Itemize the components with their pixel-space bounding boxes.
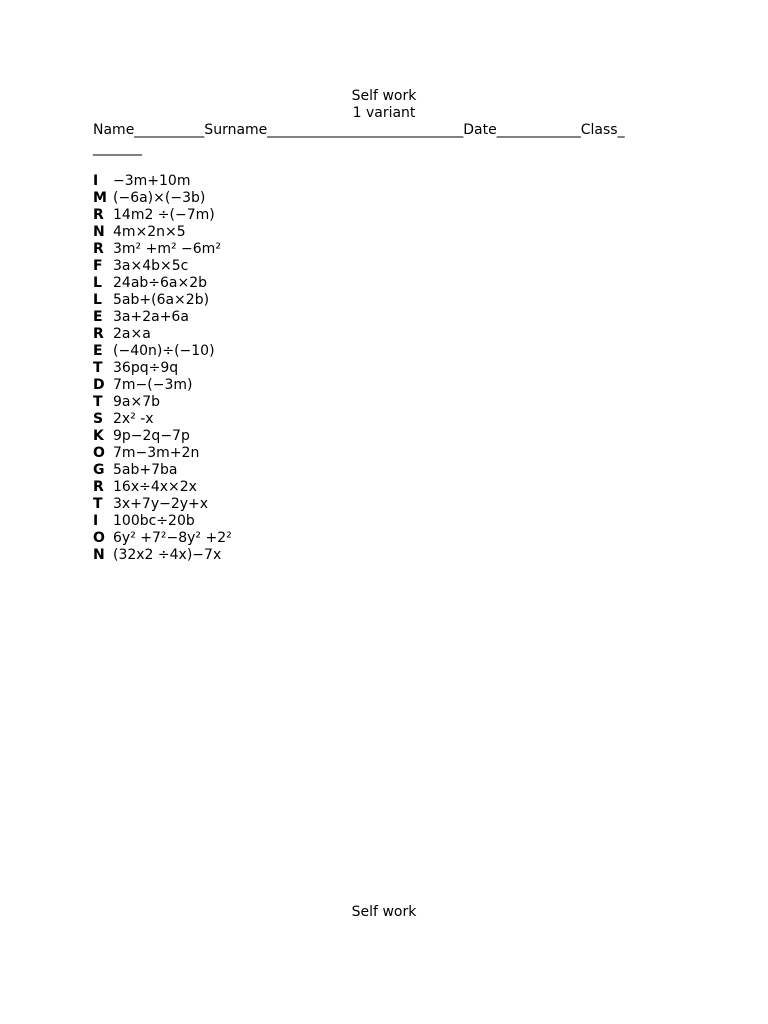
task-expression: 100bc÷20b (113, 513, 195, 529)
task-item (93, 496, 232, 513)
task-item (93, 224, 232, 241)
task-item (93, 479, 232, 496)
task-item (93, 462, 232, 479)
task-letter: D (93, 377, 105, 393)
document-title: Self work (351, 88, 417, 104)
task-item (93, 377, 232, 394)
document-subtitle: 1 variant (352, 105, 416, 121)
task-item (93, 343, 232, 360)
task-expression: 5ab+(6a×2b) (113, 292, 210, 308)
task-item (93, 258, 232, 275)
task-expression: −3m+10m (113, 173, 191, 189)
task-expression: 36pq÷9q (113, 360, 179, 376)
task-expression: 24ab÷6a×2b (113, 275, 208, 291)
task-letter: R (93, 207, 104, 223)
task-expression: 3x+7y−2y+x (113, 496, 209, 512)
task-expression: 16x÷4x×2x (113, 479, 197, 495)
task-item (93, 275, 232, 292)
task-expression: (32x2 ÷4x)−7x (113, 547, 222, 563)
task-item (93, 173, 232, 190)
task-item (93, 428, 232, 445)
task-letter: F (93, 258, 103, 274)
task-letter: S (93, 411, 104, 427)
task-expression: 9p−2q−7p (113, 428, 190, 444)
task-letter: M (93, 190, 107, 206)
task-item (93, 241, 232, 258)
task-letter: K (93, 428, 104, 444)
next-page-title: Self work (351, 904, 417, 920)
task-letter: O (93, 445, 105, 461)
task-item (93, 326, 232, 343)
task-expression: (−40n)÷(−10) (113, 343, 215, 359)
task-expression: 4m×2n×5 (113, 224, 186, 240)
task-expression: 14m2 ÷(−7m) (113, 207, 215, 223)
student-info-line-continued: _______ (93, 140, 142, 156)
task-letter: T (93, 496, 103, 512)
task-letter: I (93, 513, 99, 529)
task-letter: L (93, 275, 102, 291)
task-letter: N (93, 224, 105, 240)
task-item (93, 207, 232, 224)
task-letter: G (93, 462, 105, 478)
task-item (93, 445, 232, 462)
task-item (93, 309, 232, 326)
student-info-line: Name__________Surname____________________________Date____________Class_ (93, 122, 625, 138)
task-item (93, 547, 232, 564)
task-item (93, 411, 232, 428)
task-letter: E (93, 343, 103, 359)
task-letter: T (93, 394, 103, 410)
task-expression: (−6a)×(−3b) (113, 190, 206, 206)
task-item (93, 394, 232, 411)
task-item (93, 513, 232, 530)
task-expression: 2x² -x (113, 411, 154, 427)
task-item (93, 190, 232, 207)
task-letter: E (93, 309, 103, 325)
task-expression: 3m² +m² −6m² (113, 241, 221, 257)
task-expression: 6y² +7²−8y² +2² (113, 530, 232, 546)
task-expression: 3a+2a+6a (113, 309, 189, 325)
task-item (93, 292, 232, 309)
task-letter: R (93, 326, 104, 342)
task-expression: 7m−(−3m) (113, 377, 193, 393)
task-letter: O (93, 530, 105, 546)
task-item (93, 360, 232, 377)
task-letter: L (93, 292, 102, 308)
task-list (93, 173, 232, 564)
task-expression: 3a×4b×5c (113, 258, 189, 274)
task-expression: 7m−3m+2n (113, 445, 200, 461)
task-expression: 5ab+7ba (113, 462, 178, 478)
task-letter: N (93, 547, 105, 563)
task-expression: 9a×7b (113, 394, 161, 410)
task-letter: T (93, 360, 103, 376)
task-letter: I (93, 173, 99, 189)
task-expression: 2a×a (113, 326, 151, 342)
task-letter: R (93, 479, 104, 495)
task-item (93, 530, 232, 547)
task-letter: R (93, 241, 104, 257)
